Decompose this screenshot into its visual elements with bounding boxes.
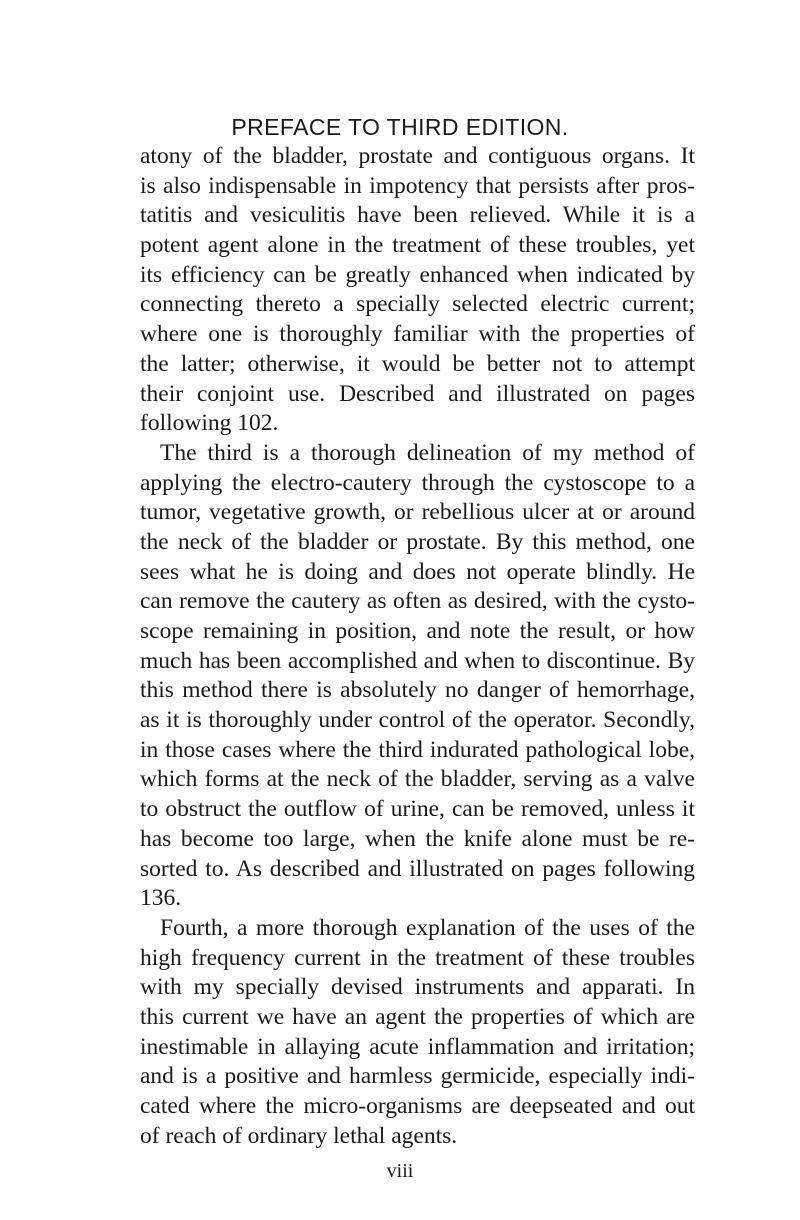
text-line: inestimable in allaying acute inflammation and irritation; xyxy=(140,1033,695,1060)
text-line: atony of the bladder, prostate and contiguous organs. It xyxy=(140,143,695,169)
text-line: their conjoint use. Described and illustrated on pages xyxy=(140,380,695,407)
text-line: the latter; otherwise, it would be better not to attempt xyxy=(140,350,695,377)
text-line: cated where the micro-organisms are deepseated and out xyxy=(140,1093,695,1119)
text-line: much has been accomplished and when to discontinue. By xyxy=(140,647,695,674)
text-line: its efficiency can be greatly enhanced when indicated by xyxy=(140,261,695,288)
text-line: with my specially devised instruments and apparati. In xyxy=(140,974,695,1001)
text-line: tatitis and vesiculitis have been relieved. While it is a xyxy=(140,202,695,229)
text-line: following 102. xyxy=(140,410,279,437)
body-text xyxy=(140,142,695,1151)
text-line: tumor, vegetative growth, or rebellious ulcer at or around xyxy=(140,499,695,526)
text-line: to obstruct the outflow of urine, can be removed, unless it xyxy=(140,796,695,823)
text-line: Fourth, a more thorough explanation of the uses of the xyxy=(160,914,695,941)
running-head: PREFACE TO THIRD EDITION. xyxy=(231,114,569,140)
text-line: 136. xyxy=(140,885,182,912)
text-line: which forms at the neck of the bladder, serving as a valve xyxy=(140,766,695,793)
text-line: can remove the cautery as often as desired, with the cysto- xyxy=(140,588,695,615)
text-line: high frequency current in the treatment of these troubles xyxy=(140,944,695,971)
text-line: connecting thereto a specially selected electric current; xyxy=(140,291,695,318)
text-line: is also indispensable in impotency that persists after pros- xyxy=(140,172,695,199)
text-line: and is a positive and harmless germicide, especially indi- xyxy=(140,1063,695,1090)
text-line: scope remaining in position, and note the result, or how xyxy=(140,618,695,644)
text-line: this current we have an agent the properties of which are xyxy=(140,1003,695,1030)
text-line: where one is thoroughly familiar with the properties of xyxy=(140,321,695,348)
page-number: viii xyxy=(386,1160,414,1182)
text-line: this method there is absolutely no danger of hemorrhage, xyxy=(140,677,695,704)
text-line: sees what he is doing and does not operate blindly. He xyxy=(140,558,695,585)
text-line: potent agent alone in the treatment of these troubles, yet xyxy=(140,232,695,259)
text-line: sorted to. As described and illustrated on pages following xyxy=(140,855,695,882)
text-line: has become too large, when the knife alone must be re- xyxy=(140,825,695,852)
text-line: The third is a thorough delineation of my method of xyxy=(160,439,695,466)
text-line: in those cases where the third indurated pathological lobe, xyxy=(140,736,695,763)
text-line: applying the electro-cautery through the cystoscope to a xyxy=(140,469,695,496)
text-line: of reach of ordinary lethal agents. xyxy=(140,1122,458,1149)
text-line: the neck of the bladder or prostate. By this method, one xyxy=(140,528,695,555)
text-line: as it is thoroughly under control of the operator. Secondly, xyxy=(140,707,695,734)
